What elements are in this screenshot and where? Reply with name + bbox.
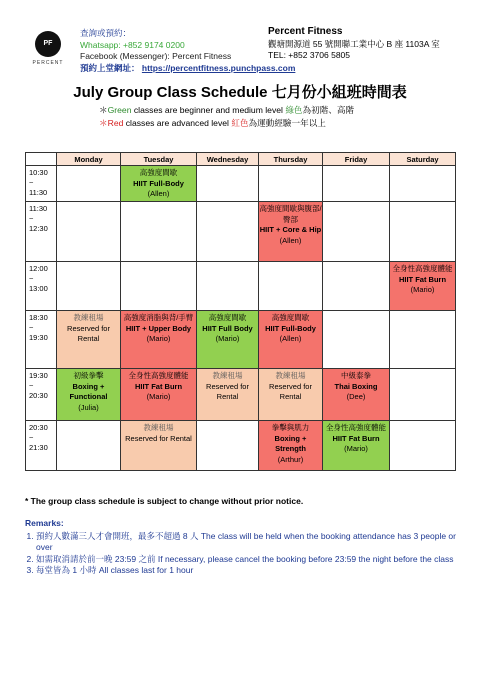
class-name-zh: 高強度消脂與背/手臂: [123, 313, 194, 322]
class-name-zh: 教練租場: [275, 371, 306, 380]
remarks-list: [25, 531, 465, 577]
level-legend: [99, 104, 354, 130]
legend-green-star: ＊: [99, 105, 108, 115]
trainer-name: (Dee): [346, 392, 366, 401]
page-title: July Group Class Schedule 七月份小組班時間表: [73, 84, 407, 101]
trainer-name: (Mario): [410, 285, 435, 294]
inquiry-label: 查詢或預約：: [80, 28, 132, 38]
class-name-en: Thai Boxing: [334, 381, 378, 391]
class-name-zh: 教練租場: [73, 313, 104, 322]
class-name-zh: 高強度間歇與腹部/臀部: [259, 204, 322, 224]
remarks-heading: Remarks:: [25, 518, 64, 528]
empty-slot-cell: [57, 202, 121, 262]
remark-item: 2. 如需取消請於前一晚 23:59 之前 If necessary, please cancel the booking before 23:59 the night before the class: [36, 554, 465, 566]
trainer-name: (Julia): [78, 402, 99, 412]
logo-mark: PF: [35, 31, 61, 57]
time-slot-text: ~: [29, 274, 34, 283]
class-name-en: HIIT Full-Body: [265, 323, 316, 333]
empty-slot-cell: [390, 166, 456, 202]
trainer-name: (Arthur): [277, 454, 304, 464]
class-cell[interactable]: [121, 369, 197, 421]
class-cell[interactable]: [323, 421, 390, 471]
class-cell[interactable]: [259, 421, 323, 471]
time-slot-cell: [26, 262, 57, 311]
class-name-zh: 全身性高強度體能: [392, 264, 453, 273]
class-cell[interactable]: [57, 311, 121, 369]
class-name-zh: 拳擊與肌力: [271, 423, 310, 432]
trainer-name: (Allen): [147, 189, 170, 198]
legend-red-star: ＊: [99, 118, 108, 128]
booking-label: 預約上堂網址：: [80, 62, 140, 73]
time-slot-text: 20:30: [29, 391, 48, 400]
time-slot-text: 12:00: [29, 264, 48, 273]
company-tel: TEL: +852 3706 5805: [268, 50, 350, 60]
schedule-row: [26, 262, 456, 311]
legend-red-word: Red: [107, 118, 124, 128]
company-block: [268, 26, 440, 62]
contact-block: [80, 28, 295, 74]
whatsapp-number[interactable]: Whatsapp: +852 9174 0200: [80, 39, 185, 50]
class-name-zh: 全身性高強度體能: [326, 423, 386, 432]
empty-slot-cell: [197, 202, 259, 262]
empty-slot-cell: [390, 202, 456, 262]
time-slot-cell: [26, 202, 57, 262]
header-day: Friday: [323, 153, 390, 166]
time-slot-text: 12:30: [29, 224, 48, 233]
time-slot-text: ~: [29, 323, 34, 332]
empty-slot-cell: [197, 262, 259, 311]
time-slot-text: ~: [29, 178, 34, 187]
facebook-label: Facebook (Messenger):: [80, 51, 170, 61]
empty-slot-cell: [57, 166, 121, 202]
legend-red-line: [99, 117, 354, 130]
time-slot-text: 13:00: [29, 284, 48, 293]
facebook-line: [80, 51, 295, 63]
schedule-row: [26, 166, 456, 202]
empty-slot-cell: [390, 421, 456, 471]
empty-slot-cell: [390, 311, 456, 369]
schedule-header-row: [26, 153, 456, 166]
empty-slot-cell: [323, 262, 390, 311]
legend-red-text: classes are advanced level: [123, 118, 232, 128]
class-cell[interactable]: [57, 369, 121, 421]
empty-slot-cell: [121, 262, 197, 311]
booking-link[interactable]: https://percentfitness.punchpass.com: [141, 62, 296, 73]
trainer-name: (Mario): [215, 334, 240, 343]
legend-red-zh-word: 紅色: [231, 118, 249, 128]
time-slot-text: 21:30: [29, 443, 48, 452]
schedule-disclaimer: * The group class schedule is subject to change without prior notice.: [25, 496, 304, 506]
legend-green-line: [99, 104, 354, 117]
schedule-row: [26, 369, 456, 421]
booking-line: [80, 63, 295, 75]
class-cell[interactable]: [390, 262, 456, 311]
class-name-en: HIIT Full Body: [202, 323, 253, 333]
schedule-table: [25, 152, 456, 471]
empty-slot-cell: [57, 262, 121, 311]
class-name-zh: 中級泰拳: [341, 371, 371, 380]
time-slot-text: 11:30: [29, 204, 48, 213]
class-name-zh: 高強度間歇: [139, 168, 178, 177]
remarks-block: [25, 518, 465, 577]
time-slot-cell: [26, 369, 57, 421]
header-day: Tuesday: [121, 153, 197, 166]
empty-slot-cell: [390, 369, 456, 421]
empty-slot-cell: [323, 166, 390, 202]
schedule-row: [26, 421, 456, 471]
trainer-name: (Mario): [146, 334, 171, 343]
empty-slot-cell: [197, 421, 259, 471]
legend-green-text: classes are beginner and medium level: [131, 105, 286, 115]
trainer-name: (Mario): [344, 444, 368, 453]
time-slot-text: 18:30: [29, 313, 48, 322]
class-name-en: Reserved for Rental: [125, 433, 192, 443]
empty-slot-cell: [323, 311, 390, 369]
time-slot-text: 11:30: [29, 188, 48, 197]
header-day: Monday: [57, 153, 121, 166]
class-name-en: HIIT + Upper Body: [125, 323, 192, 333]
header-day: Wednesday: [197, 153, 259, 166]
class-cell[interactable]: [323, 369, 390, 421]
time-slot-cell: [26, 311, 57, 369]
time-slot-text: 19:30: [29, 333, 48, 342]
class-name-zh: 初級拳擊: [73, 371, 104, 380]
class-name-en: HIIT Full-Body: [133, 178, 184, 188]
time-slot-text: 10:30: [29, 168, 48, 177]
class-name-zh: 教練租場: [212, 371, 243, 380]
class-cell[interactable]: [121, 421, 197, 471]
class-name-en: HIIT Fat Burn: [134, 381, 183, 391]
class-name-en: Reserved for Rental: [67, 323, 110, 343]
empty-slot-cell: [323, 202, 390, 262]
schedule-row: [26, 311, 456, 369]
class-cell[interactable]: [197, 369, 259, 421]
time-slot-text: 19:30: [29, 371, 48, 380]
class-name-en: HIIT Fat Burn: [332, 433, 380, 443]
class-name-zh: 高強度間歇: [271, 313, 310, 322]
class-name-zh: 高強度間歇: [208, 313, 247, 322]
legend-green-zh-text: 為初階、高階: [302, 105, 355, 115]
class-name-en: Boxing + Functional: [69, 381, 108, 401]
legend-red-zh-text: 為運動經驗一年以上: [248, 118, 326, 128]
time-slot-cell: [26, 421, 57, 471]
class-name-en: Reserved for Rental: [269, 381, 312, 401]
class-name-en: Reserved for Rental: [206, 381, 249, 401]
schedule-row: [26, 202, 456, 262]
trainer-name: (Allen): [279, 235, 302, 245]
header-day: Saturday: [390, 153, 456, 166]
time-slot-text: ~: [29, 381, 34, 390]
legend-green-word: Green: [107, 105, 132, 115]
class-name-zh: 全身性高強度體能: [128, 371, 189, 380]
remark-item: 1. 預約人數滿三人才會開班，最多不超過 8 人 The class will be held when the booking attendance has 3 people or over: [36, 531, 465, 554]
class-cell[interactable]: [121, 311, 197, 369]
class-name-en: HIIT + Core & Hip: [259, 225, 322, 234]
legend-green-zh-word: 綠色: [285, 105, 303, 115]
header-day: Thursday: [259, 153, 323, 166]
empty-slot-cell: [57, 421, 121, 471]
time-slot-cell: [26, 166, 57, 202]
trainer-name: (Allen): [279, 334, 302, 343]
class-cell[interactable]: [259, 369, 323, 421]
facebook-value[interactable]: Percent Fitness: [172, 51, 232, 61]
time-slot-text: 20:30: [29, 423, 48, 432]
empty-slot-cell: [121, 202, 197, 262]
class-name-en: Boxing + Strength: [274, 433, 307, 453]
trainer-name: (Mario): [146, 392, 171, 401]
company-name: Percent Fitness: [268, 26, 343, 37]
empty-slot-cell: [259, 166, 323, 202]
time-slot-text: ~: [29, 433, 34, 442]
percent-fitness-logo: [27, 29, 69, 73]
class-cell[interactable]: [259, 202, 323, 262]
empty-slot-cell: [197, 166, 259, 202]
class-cell[interactable]: [197, 311, 259, 369]
header-corner: [26, 153, 57, 166]
remark-item: 3. 每堂皆為 1 小時 All classes last for 1 hour: [36, 565, 465, 577]
class-cell[interactable]: [259, 311, 323, 369]
company-address: 觀塘開源道 55 號開聯工業中心 B 座 1103A 室: [268, 38, 440, 49]
class-name-en: HIIT Fat Burn: [398, 274, 447, 284]
time-slot-text: ~: [29, 214, 34, 223]
empty-slot-cell: [259, 262, 323, 311]
class-cell[interactable]: [121, 166, 197, 202]
class-name-zh: 教練租場: [143, 423, 174, 432]
logo-wordmark: PERCENT: [32, 60, 64, 66]
